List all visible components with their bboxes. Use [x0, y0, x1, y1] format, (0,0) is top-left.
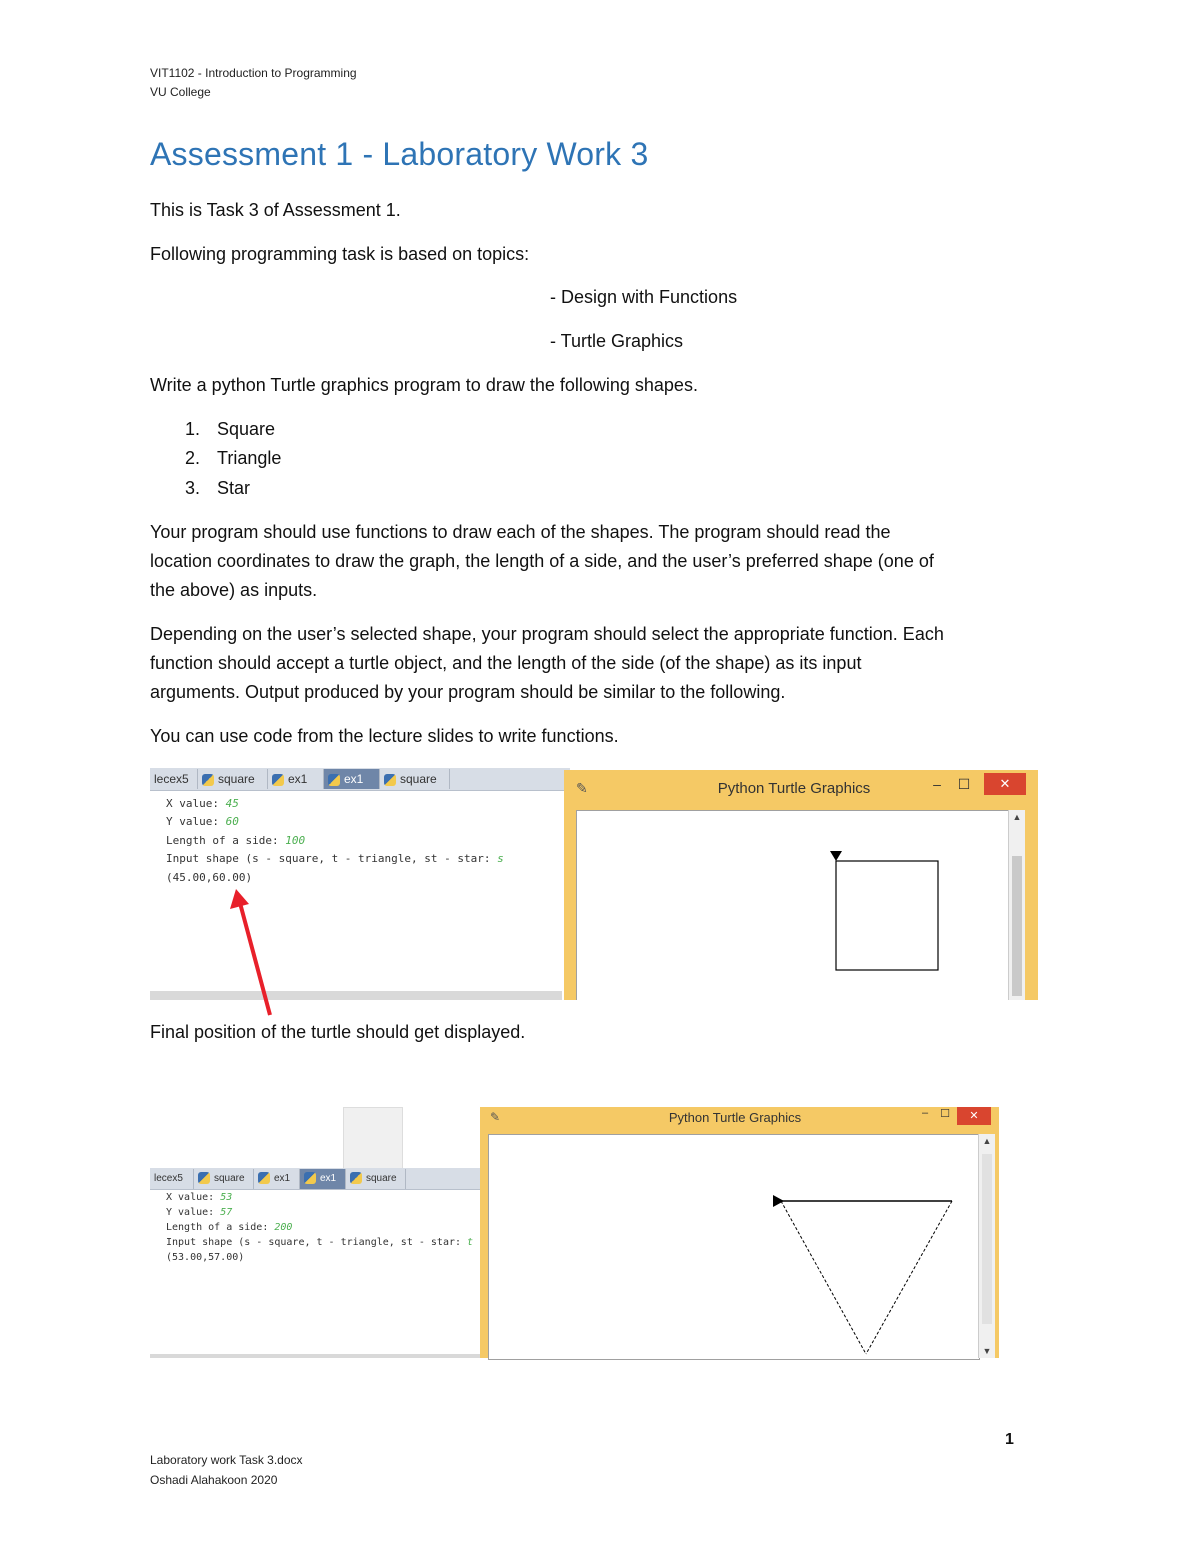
- console-prompt: X value:: [166, 1192, 221, 1203]
- tab-label: ex1: [274, 1173, 291, 1184]
- maximize-button[interactable]: ☐: [940, 1108, 950, 1120]
- triangle-right-edge: [866, 1201, 952, 1354]
- scroll-thumb[interactable]: [982, 1154, 992, 1324]
- tab-label: lecex5: [154, 1173, 183, 1184]
- console-line: [166, 1192, 232, 1203]
- tab-lecex5[interactable]: [150, 769, 198, 789]
- list-number: 3.: [184, 478, 200, 498]
- list-label: Square: [217, 419, 276, 439]
- page-number: 1: [1005, 1431, 1014, 1448]
- intro-text: This is Task 3 of Assessment 1.: [150, 200, 401, 220]
- close-button[interactable]: ✕: [957, 1107, 991, 1125]
- window-title: Python Turtle Graphics: [668, 1110, 802, 1125]
- python-file-icon: [202, 774, 214, 786]
- console-prompt: Length of a side:: [166, 834, 286, 847]
- console-scrollbar[interactable]: [150, 1354, 480, 1358]
- paragraph-line: You can use code from the lecture slides to write functions.: [150, 726, 619, 746]
- console-prompt: X value:: [166, 797, 226, 810]
- console-input-value: 200: [274, 1222, 293, 1233]
- console-output: [150, 1190, 480, 1354]
- python-file-icon: [384, 774, 396, 786]
- python-file-icon: [258, 1172, 270, 1184]
- console-input-value: 45: [225, 797, 239, 810]
- feather-icon: ✎: [576, 780, 588, 796]
- list-label: Star: [217, 478, 251, 498]
- console-line: [166, 871, 252, 884]
- console-input-value: t: [467, 1237, 474, 1248]
- console-prompt: Input shape (s - square, t - triangle, st - star:: [166, 1237, 468, 1248]
- topic-item: - Design with Functions: [550, 287, 738, 307]
- tab-square[interactable]: [194, 1169, 254, 1189]
- turtle-cursor-icon: [773, 1195, 784, 1207]
- header-college: VU College: [150, 85, 211, 99]
- tab-label: square: [218, 772, 255, 786]
- console-line: [166, 1237, 473, 1248]
- tab-label: square: [400, 772, 437, 786]
- document-title: Assessment 1 - Laboratory Work 3: [150, 136, 649, 172]
- python-file-icon: [198, 1172, 210, 1184]
- console-line: [166, 1207, 232, 1218]
- turtle-canvas: [576, 810, 1010, 1000]
- tab-square[interactable]: [198, 769, 268, 789]
- tab-ex1[interactable]: [268, 769, 324, 789]
- console-prompt: (53.00,57.00): [166, 1252, 245, 1263]
- console-line: [166, 834, 305, 847]
- turtle-window: [564, 770, 1038, 1000]
- turtle-drawing: [489, 1135, 979, 1359]
- paragraph-line: function should accept a turtle object, and the length of the side (of the shape) as its input: [150, 653, 862, 673]
- maximize-button[interactable]: ☐: [957, 776, 971, 792]
- console-line: [166, 797, 239, 810]
- console-prompt: Input shape (s - square, t - triangle, st - star:: [166, 852, 498, 865]
- python-file-icon: [304, 1172, 316, 1184]
- console-input-value: 57: [220, 1207, 233, 1218]
- python-file-icon: [328, 774, 340, 786]
- scroll-up-icon[interactable]: ▲: [982, 1136, 992, 1146]
- footer-author: Oshadi Alahakoon 2020: [150, 1473, 278, 1487]
- console-prompt: Length of a side:: [166, 1222, 275, 1233]
- console-line: [166, 1252, 244, 1263]
- tab-square[interactable]: [380, 769, 450, 789]
- console-input-value: 53: [220, 1192, 233, 1203]
- tab-label: ex1: [288, 772, 308, 786]
- paragraph-line: arguments. Output produced by your program should be similar to the following.: [150, 682, 786, 702]
- minimize-button[interactable]: –: [921, 1107, 929, 1119]
- console-input-value: 60: [225, 815, 239, 828]
- list-label: Triangle: [217, 448, 282, 468]
- console-input-value: s: [497, 852, 504, 865]
- arrow-shaft: [240, 903, 270, 1015]
- tab-label: square: [214, 1173, 245, 1184]
- feather-icon: ✎: [490, 1110, 501, 1124]
- turtle-drawing: [577, 811, 1009, 1000]
- tab-label: lecex5: [154, 772, 189, 786]
- square-shape: [836, 861, 938, 970]
- tab-ex1-active[interactable]: [300, 1169, 346, 1189]
- console-scrollbar[interactable]: [150, 991, 562, 1000]
- tab-square[interactable]: [346, 1169, 406, 1189]
- paragraph-line: Your program should use functions to draw each of the shapes. The program should read the: [150, 522, 891, 542]
- tab-ex1-active[interactable]: [324, 769, 380, 789]
- canvas-vertical-scrollbar[interactable]: [978, 1134, 995, 1358]
- paragraph-line: the above) as inputs.: [150, 580, 318, 600]
- turtle-canvas: [488, 1134, 980, 1360]
- triangle-left-edge: [781, 1201, 866, 1354]
- console-input-value: 100: [285, 834, 306, 847]
- scroll-thumb[interactable]: [1012, 856, 1022, 996]
- background-panel: [343, 1107, 403, 1171]
- console-prompt: (45.00,60.00): [166, 871, 253, 884]
- topics-intro: Following programming task is based on topics:: [150, 244, 530, 264]
- list-number: 1.: [184, 419, 200, 439]
- tab-ex1[interactable]: [254, 1169, 300, 1189]
- python-file-icon: [350, 1172, 362, 1184]
- close-button[interactable]: ✕: [984, 773, 1026, 795]
- tab-label: square: [366, 1173, 397, 1184]
- turtle-cursor-icon: [830, 851, 842, 861]
- console-line: [166, 815, 239, 828]
- list-number: 2.: [184, 448, 200, 468]
- python-file-icon: [272, 774, 284, 786]
- caption: Final position of the turtle should get displayed.: [150, 1022, 526, 1042]
- task-line: Write a python Turtle graphics program to draw the following shapes.: [150, 375, 698, 395]
- minimize-button[interactable]: –: [933, 776, 941, 792]
- scroll-up-icon[interactable]: ▲: [1012, 812, 1022, 822]
- window-title: Python Turtle Graphics: [717, 780, 871, 797]
- console-prompt: Y value:: [166, 1207, 221, 1218]
- scroll-down-icon[interactable]: ▼: [982, 1346, 992, 1356]
- screenshot-triangle-console: [150, 1168, 480, 1358]
- paragraph-line: location coordinates to draw the graph, the length of a side, and the user’s preferred shape (one of: [150, 551, 934, 571]
- console-line: [166, 852, 504, 865]
- canvas-vertical-scrollbar[interactable]: [1008, 810, 1025, 1000]
- tab-lecex5[interactable]: [150, 1169, 194, 1189]
- console-prompt: Y value:: [166, 815, 226, 828]
- tab-label: ex1: [344, 772, 364, 786]
- topic-item: - Turtle Graphics: [550, 331, 684, 351]
- header-course: VIT1102 - Introduction to Programming: [150, 66, 357, 80]
- editor-tab-bar: [150, 768, 570, 791]
- tab-label: ex1: [320, 1173, 337, 1184]
- paragraph-line: Depending on the user’s selected shape, your program should select the appropriate function. Each: [150, 624, 944, 644]
- footer-filename: Laboratory work Task 3.docx: [150, 1453, 303, 1467]
- editor-tab-bar: [150, 1168, 480, 1190]
- annotation-arrow: [225, 885, 285, 1020]
- turtle-window: [480, 1107, 999, 1358]
- console-line: [166, 1222, 292, 1233]
- arrow-head: [230, 889, 249, 909]
- console-output: [150, 791, 562, 991]
